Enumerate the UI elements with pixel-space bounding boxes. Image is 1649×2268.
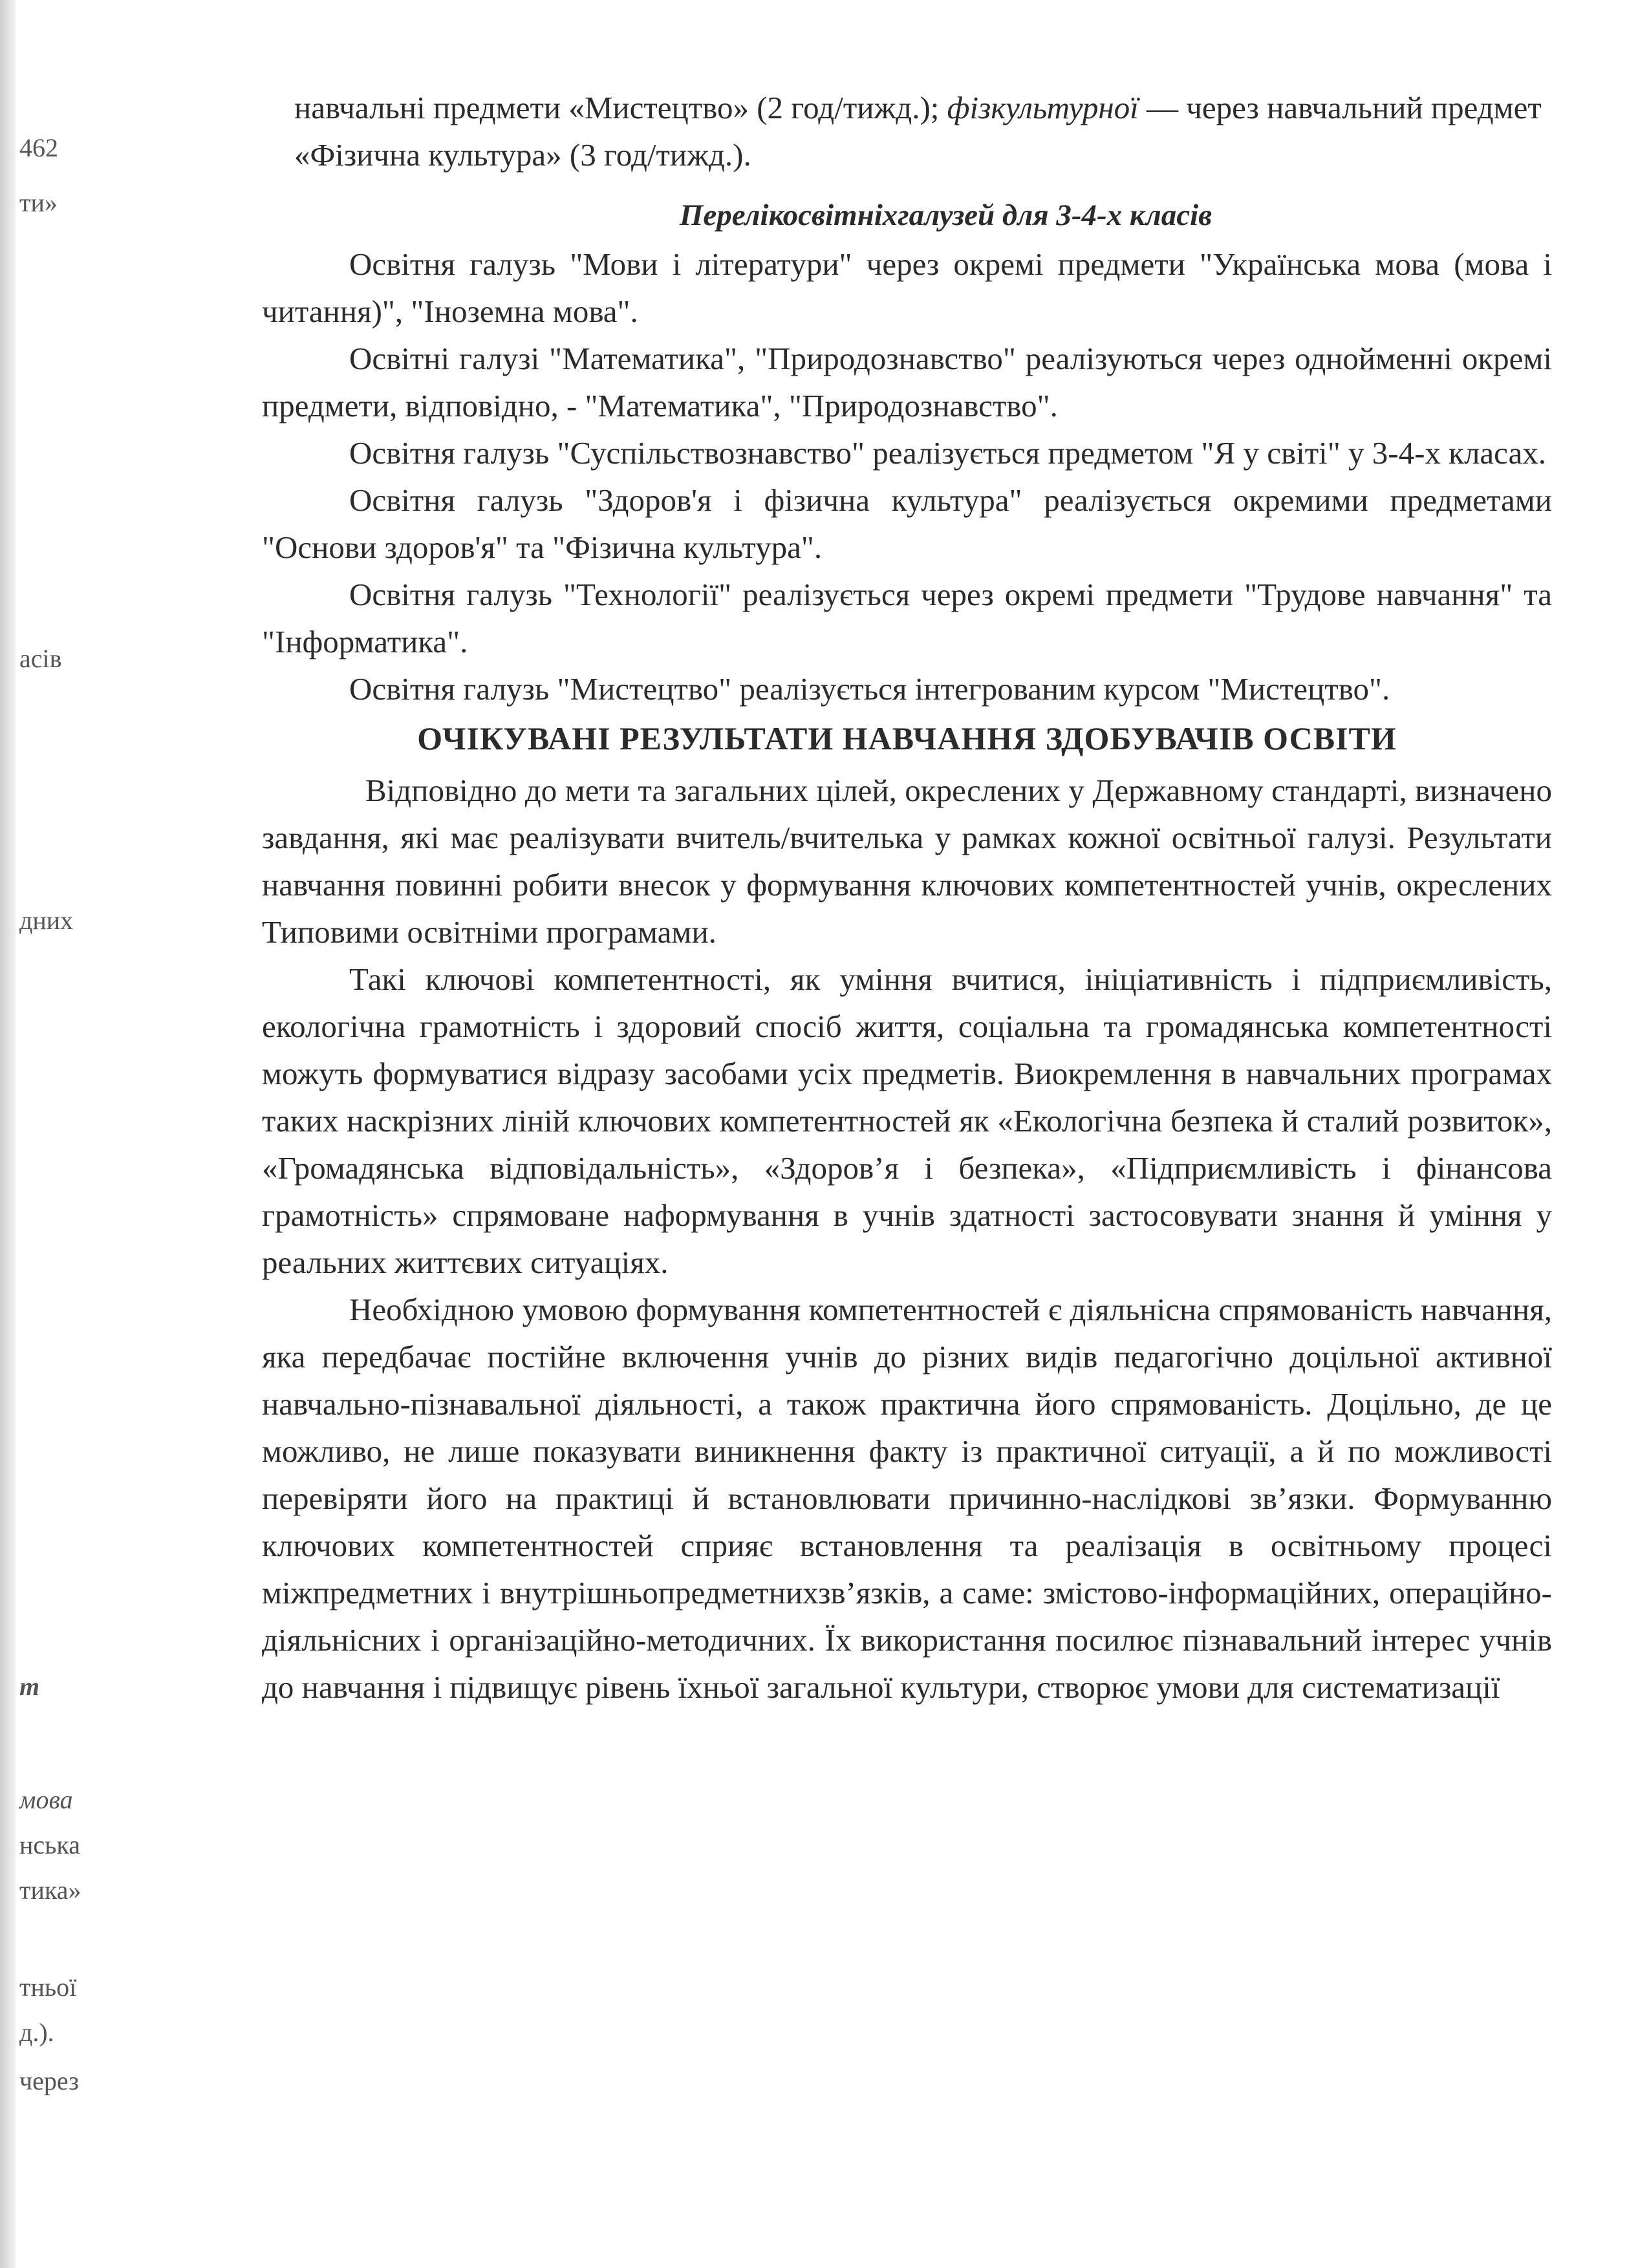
section-title-expected-results: ОЧІКУВАНІ РЕЗУЛЬТАТИ НАВЧАННЯ ЗДОБУВАЧІВ ОСВІТИ bbox=[417, 720, 1397, 756]
margin-fragment: д.). bbox=[19, 2018, 54, 2047]
margin-fragment: мова bbox=[19, 1785, 73, 1814]
margin-fragment: 462 bbox=[19, 133, 58, 162]
intro-italic-term: фізкультурної bbox=[947, 90, 1139, 125]
margin-fragment: нська bbox=[19, 1830, 80, 1859]
previous-page-margin bbox=[0, 0, 194, 2268]
paragraph-technologies: Освітня галузь "Технології" реалізується через окремі предмети "Трудове навчання" та "Інформатика". bbox=[262, 577, 1552, 659]
paragraph-activity-approach: Необхідною умовою формування компетентностей є діяльнісна спрямованість навчання, яка передбачає постійне включення учнів до різних видів педагогічно доцільної активної навчально-пізнавальної діяльності, а також практична його спрямованість. Доцільно, де це можливо, не лише показувати виникнення факту із практичної ситуації, а й по можливості перевіряти його на практиці й встановлювати причинно-наслідкові зв’язки. Формуванню ключових компетентностей сприяє встановлення та реалізація в освітньому процесі міжпредметних і внутрішньопредметнихзв’язків, а саме: змістово-інформаційних, операційно-діяльнісних і організаційно-методичних. Їх використання посилює пізнавальний інтерес учнів до навчання і підвищує рівень їхньої загальної культури, створює умови для систематизації bbox=[262, 1292, 1552, 1705]
intro-paragraph bbox=[294, 84, 1552, 178]
paragraph-health: Освітня галузь "Здоров'я і фізична культура" реалізується окремими предметами "Основи здоров'я" та "Фізична культура". bbox=[262, 482, 1552, 565]
margin-fragment: асів bbox=[19, 644, 62, 673]
document-page bbox=[262, 84, 1552, 1711]
paragraph-key-competences: Такі ключові компетентності, як уміння вчитися, ініціативність і підприємливість, екологічна грамотність і здоровий спосіб життя, соціальна та громадянська компетентності можуть формуватися відразу засобами усіх предметів. Виокремлення в навчальних програмах таких наскрізних ліній ключових компетентностей як «Екологічна безпека й сталий розвиток», «Громадянська відповідальність», «Здоров’я і безпека», «Підприємливість і фінансова грамотність» спрямоване наформування в учнів здатності застосовувати знання й уміння у реальних життєвих ситуаціях. bbox=[262, 961, 1552, 1280]
margin-fragment: тика» bbox=[19, 1876, 81, 1905]
paragraph-arts: Освітня галузь "Мистецтво" реалізується інтегрованим курсом "Мистецтво". bbox=[349, 671, 1390, 707]
paragraph-standard: Відповідно до мети та загальних цілей, окреслених у Державному стандарті, визначено завдання, які має реалізувати вчитель/вчителька у рамках кожної освітньої галузі. Результати навчання повинні робити внесок у формування ключових компетентностей учнів, окреслених Типовими освітніми програмами. bbox=[262, 773, 1552, 950]
margin-fragment: m bbox=[19, 1672, 40, 1701]
margin-fragment: тньої bbox=[19, 1973, 77, 2002]
paragraph-math-nature: Освітні галузі "Математика", "Природознавство" реалізуються через однойменні окремі предмети, відповідно, - "Математика", "Природознавство". bbox=[262, 341, 1552, 423]
intro-text-end: — через навчальний предмет «Фізична культура» (3 год/тижд.). bbox=[294, 90, 1542, 173]
section-title-education-areas: Перелікосвітніхгалузей для 3-4-х класів bbox=[679, 198, 1212, 232]
intro-text-start: навчальні предмети «Мистецтво» (2 год/тижд.); bbox=[294, 90, 947, 125]
paragraph-languages: Освітня галузь "Мови і літератури" через окремі предмети "Українська мова (мова і читання)", "Іноземна мова". bbox=[262, 246, 1552, 329]
margin-fragment: ти» bbox=[19, 188, 58, 217]
margin-fragment: через bbox=[19, 2066, 79, 2095]
page-edge-shadow bbox=[0, 0, 16, 2268]
margin-fragment: дних bbox=[19, 906, 74, 935]
paragraph-social-studies: Освітня галузь "Суспільствознавство" реалізується предметом "Я у світі" у 3-4-х класах. bbox=[349, 435, 1546, 471]
